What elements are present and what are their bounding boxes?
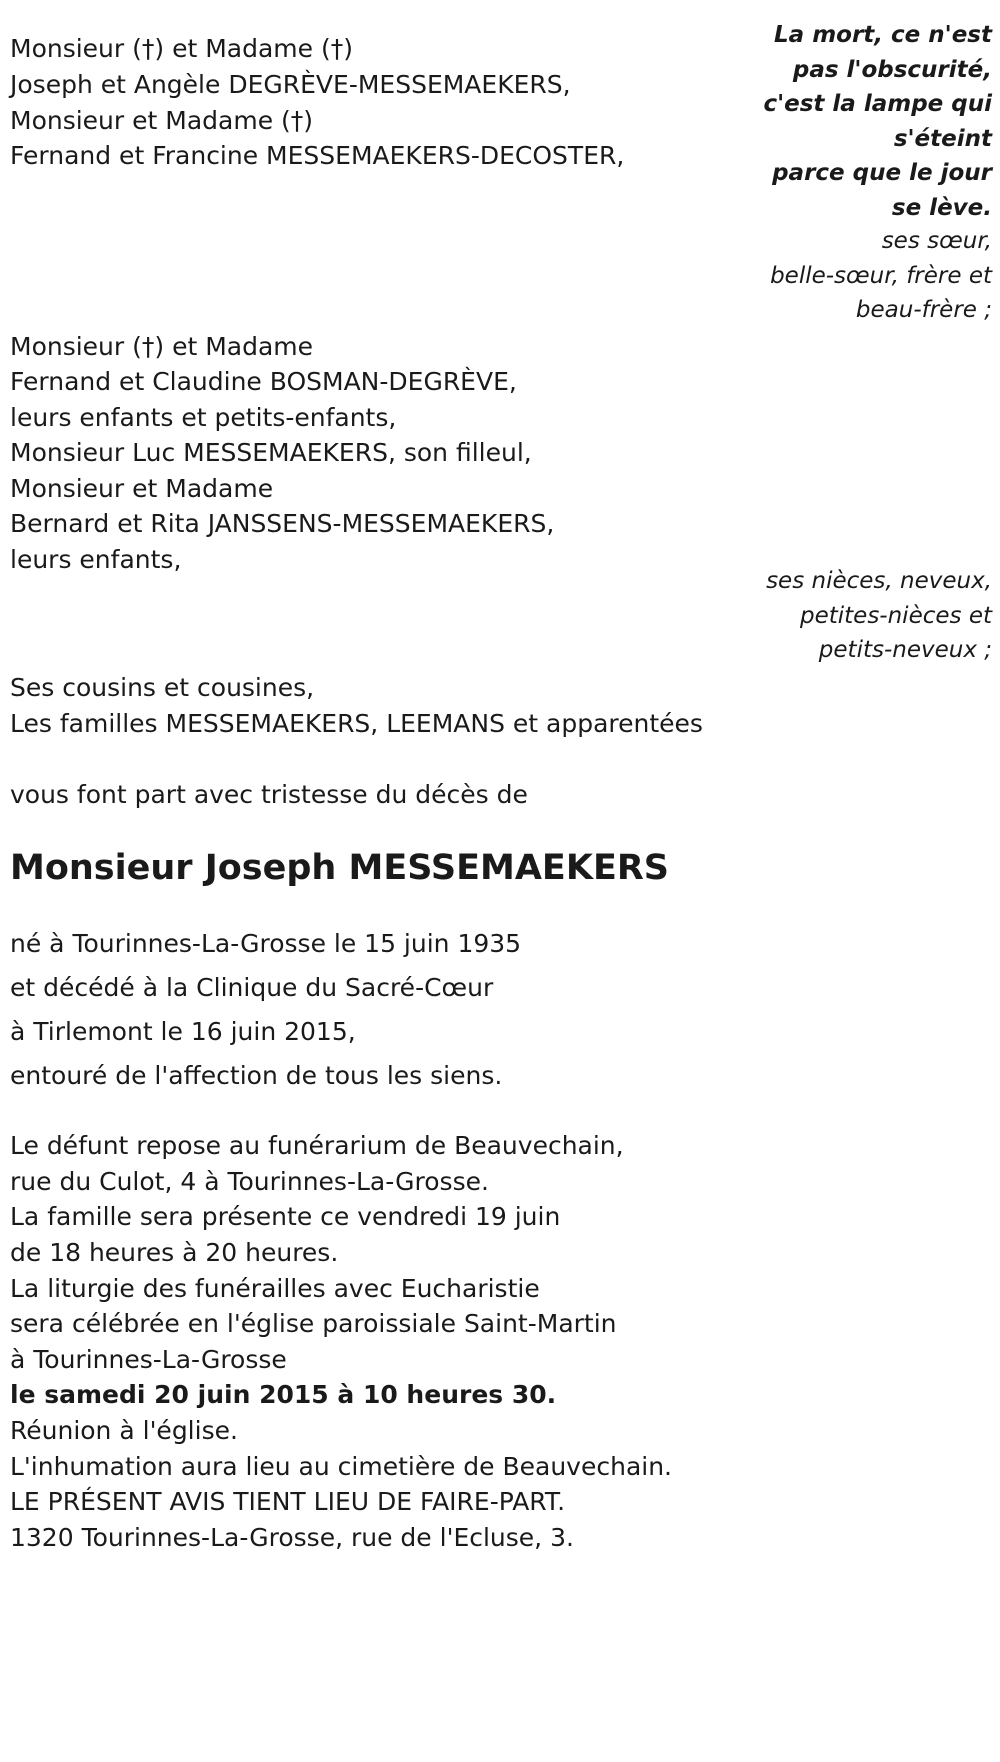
relation-line: petits-neveux ; — [818, 637, 992, 663]
detail-line: L'inhumation aura lieu au cimetière de Beauvechain. — [10, 1452, 672, 1481]
family-line: Monsieur (†) et Madame (†) — [10, 34, 353, 63]
address-line: 1320 Tourinnes-La-Grosse, rue de l'Ecluse, 3. — [10, 1523, 574, 1552]
relation-line: ses nièces, neveux, — [766, 568, 992, 594]
family-line: Monsieur Luc MESSEMAEKERS, son filleul, — [10, 438, 532, 467]
relation-label-siblings — [712, 224, 992, 328]
detail-line: sera célébrée en l'église paroissiale Saint-Martin — [10, 1309, 617, 1338]
detail-line: à Tourinnes-La-Grosse — [10, 1345, 287, 1374]
quote-line: parce que le jour — [772, 160, 992, 186]
detail-line: La famille sera présente ce vendredi 19 juin — [10, 1202, 561, 1231]
funeral-date: le samedi 20 juin 2015 à 10 heures 30. — [10, 1380, 557, 1409]
cousins-line: Ses cousins et cousines, — [10, 673, 315, 702]
detail-line: LE PRÉSENT AVIS TIENT LIEU DE FAIRE-PART. — [10, 1487, 566, 1516]
deceased-name: Monsieur Joseph MESSEMAEKERS — [10, 848, 670, 888]
relation-line: petites-nièces et — [800, 602, 992, 629]
detail-line: Réunion à l'église. — [10, 1416, 238, 1445]
family-line: Monsieur et Madame — [10, 474, 274, 503]
quote-line: c'est la lampe qui — [763, 91, 992, 117]
family-line: Bernard et Rita JANSSENS-MESSEMAEKERS, — [10, 509, 555, 538]
family-line: Monsieur et Madame (†) — [10, 106, 314, 135]
family-line: Fernand et Claudine BOSMAN-DEGRÈVE, — [10, 367, 517, 396]
relation-line: ses sœur, — [881, 228, 992, 254]
birth-death-line: à Tirlemont le 16 juin 2015, — [10, 1017, 356, 1046]
birth-death-line: et décédé à la Clinique du Sacré-Cœur — [10, 973, 494, 1002]
family-line: leurs enfants, — [10, 545, 182, 574]
family-line: Joseph et Angèle DEGRÈVE-MESSEMAEKERS, — [10, 70, 571, 99]
intro-text: vous font part avec tristesse du décès de — [10, 780, 528, 809]
quote-line: La mort, ce n'est — [774, 22, 992, 48]
quote-line: pas l'obscurité, — [792, 56, 992, 83]
relation-line: belle-sœur, frère et — [770, 262, 992, 289]
detail-line: de 18 heures à 20 heures. — [10, 1238, 339, 1267]
quote-line: s'éteint — [893, 125, 992, 152]
family-line: Monsieur (†) et Madame — [10, 332, 314, 361]
family-line: Fernand et Francine MESSEMAEKERS-DECOSTER, — [10, 141, 625, 170]
birth-death-line: né à Tourinnes-La-Grosse le 15 juin 1935 — [10, 929, 522, 958]
birth-death-line: entouré de l'affection de tous les siens. — [10, 1061, 503, 1090]
cousins-line: Les familles MESSEMAEKERS, LEEMANS et apparentées — [10, 709, 703, 738]
detail-line: rue du Culot, 4 à Tourinnes-La-Grosse. — [10, 1167, 489, 1196]
quote-line: se lève. — [891, 194, 992, 221]
relation-line: beau-frère ; — [855, 297, 992, 323]
detail-line: Le défunt repose au funérarium de Beauvechain, — [10, 1131, 624, 1160]
relation-label-nephews — [712, 564, 992, 668]
detail-line: La liturgie des funérailles avec Eucharistie — [10, 1274, 540, 1303]
quote — [712, 18, 992, 225]
family-line: leurs enfants et petits-enfants, — [10, 403, 397, 432]
